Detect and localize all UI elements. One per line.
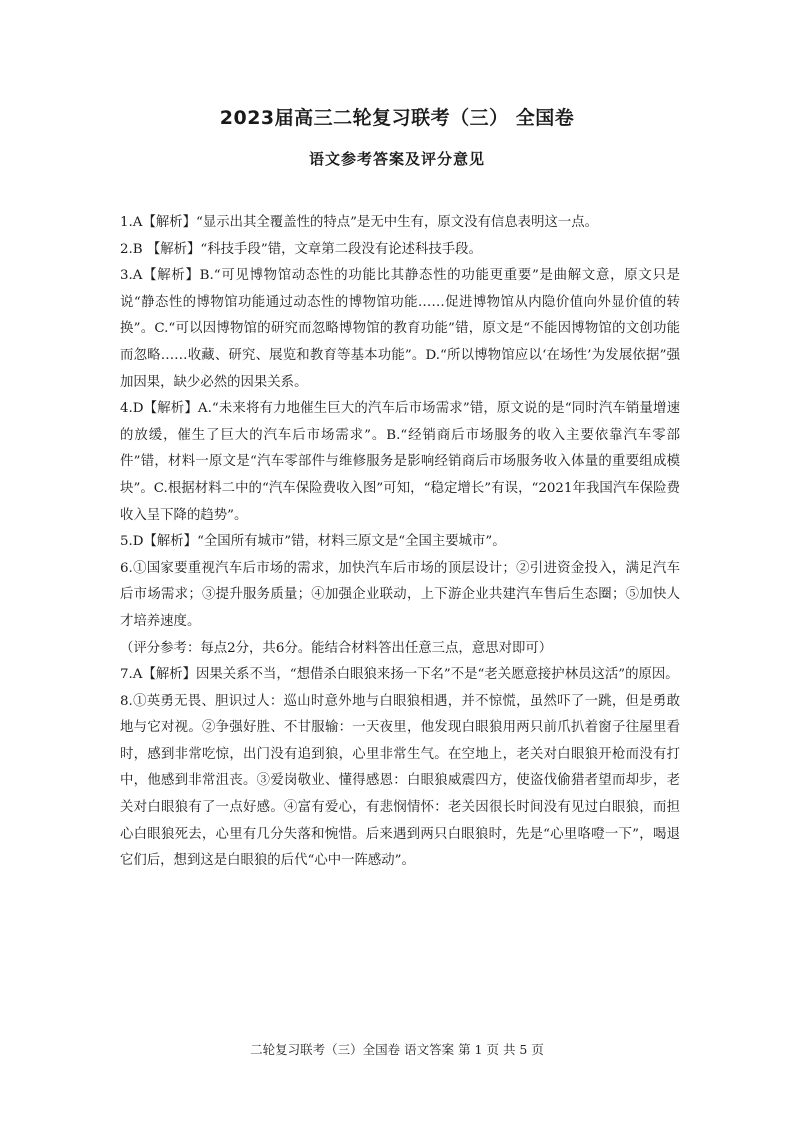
page-footer: 二轮复习联考（三）全国卷 语文答案 第 1 页 共 5 页	[250, 1042, 544, 1057]
answer-4: 4.D【解析】A.“未来将有力地催生巨大的汽车后市场需求”错，原文说的是“同时汽车销量增速的放缓，催生了巨大的汽车后市场需求”。B.“经销商后市场服务的收入主要依靠汽车零部件”错，材料一原文是“汽车零部件与维修服务是影响经销商后市场服务收入体量的重要组成模块”。C.根据材料二中的“汽车保险费收入图”可知，“稳定增长”有误，“2021年我国汽车保险费收入呈下降的趋势”。	[120, 401, 680, 523]
answer-7: 7.A【解析】因果关系不当，“想借杀白眼狼来扬一下名”不是“老关愿意接护林员这活”的原因。	[120, 667, 679, 683]
answer-2: 2.B 【解析】“科技手段”错，文章第二段没有论述科技手段。	[120, 241, 482, 257]
answer-6: 6.①国家要重视汽车后市场的需求，加快汽车后市场的顶层设计；②引进资金投入，满足汽车后市场需求；③提升服务质量；④加强企业联动，上下游企业共建汽车售后生态圈；⑤加快人才培养速度。	[120, 560, 680, 629]
answer-list	[120, 210, 680, 875]
answer-5: 5.D【解析】“全国所有城市”错，材料三原文是“全国主要城市”。	[120, 534, 506, 550]
scoring-note: （评分参考：每点2分，共6分。能结合材料答出任意三点，意思对即可）	[120, 640, 553, 656]
page-title: 2023届高三二轮复习联考（三） 全国卷	[219, 107, 575, 129]
answer-3: 3.A【解析】B.“可见博物馆动态性的功能比其静态性的功能更重要”是曲解文意，原文只是说“静态性的博物馆功能通过动态性的博物馆功能……促进博物馆从内隐价值向外显价值的转换”。C.“可以因博物馆的研究而忽略博物馆的教育功能”错，原文是“不能因博物馆的文创功能而忽略……收藏、研究、展览和教育等基本功能”。D.“所以博物馆应以‘在场性’为发展依据”强加因果，缺少必然的因果关系。	[120, 268, 680, 390]
page-subtitle: 语文参考答案及评分意见	[308, 150, 485, 168]
answer-8: 8.①英勇无畏、胆识过人：巡山时意外地与白眼狼相遇，并不惊慌，虽然吓了一跳，但是勇敢地与它对视。②争强好胜、不甘服输：一天夜里，他发现白眼狼用两只前爪扒着窗子往屋里看时，感到非常吃惊，出门没有追到狼，心里非常生气。在空地上，老关对白眼狼开枪而没有打中，他感到非常沮丧。③爱岗敬业、懂得感恩：白眼狼威震四方，使盗伐偷猎者望而却步，老关对白眼狼有了一点好感。④富有爱心，有悲悯情怀：老关因很长时间没有见过白眼狼，而担心白眼狼死去，心里有几分失落和惋惜。后来遇到两只白眼狼时，先是“心里咯噔一下”，喝退它们后，想到这是白眼狼的后代“心中一阵感动”。	[120, 693, 680, 869]
answer-1: 1.A【解析】“显示出其全覆盖性的特点”是无中生有，原文没有信息表明这一点。	[120, 215, 599, 230]
